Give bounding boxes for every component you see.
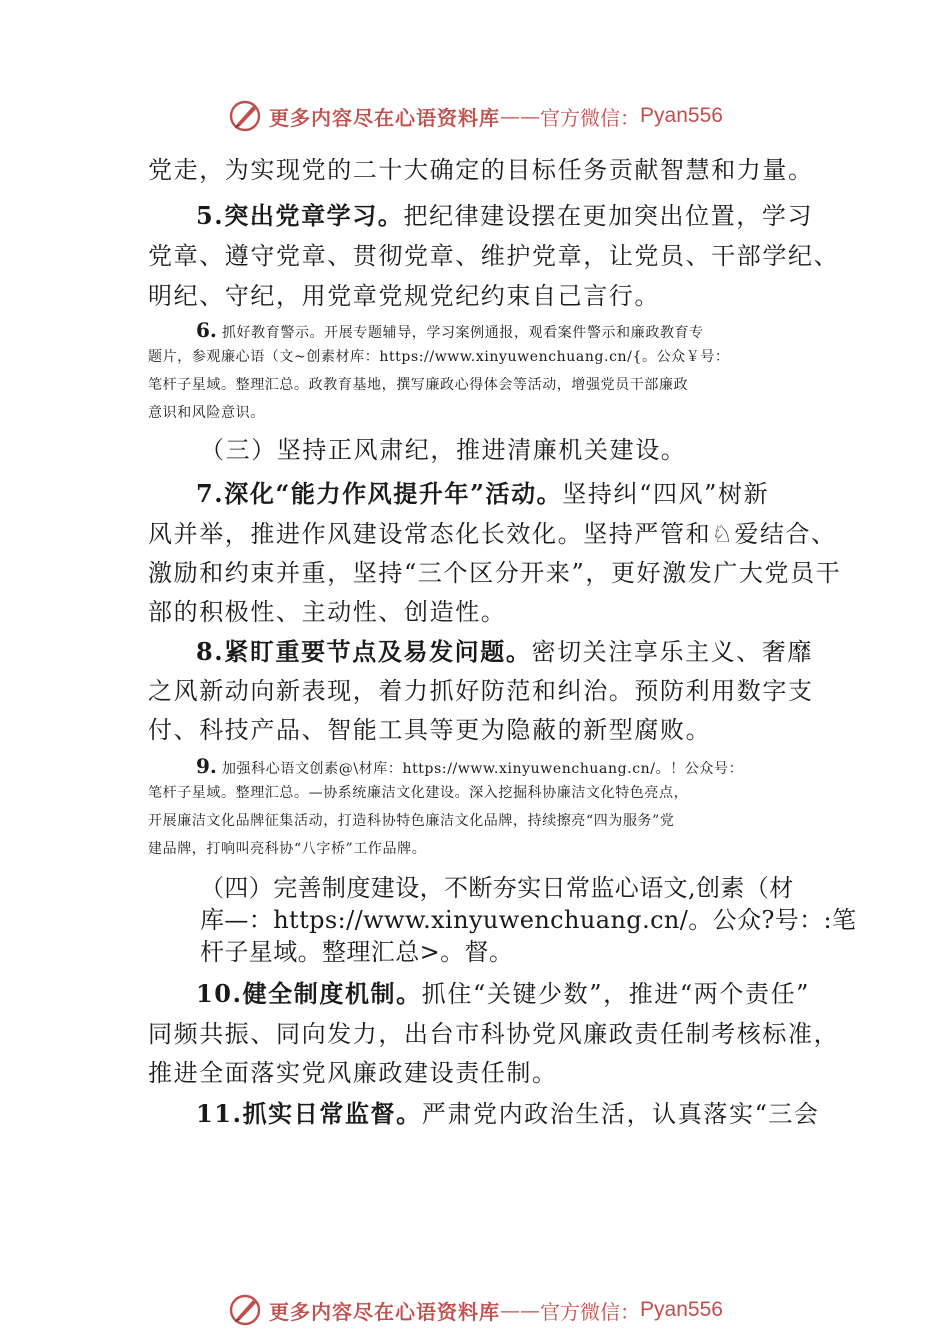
item-5-number: 5. <box>196 201 225 230</box>
item-7-line-1 <box>196 474 769 509</box>
item-6-number: 6. <box>196 318 217 342</box>
item-10-title: 健全制度机制。 <box>242 979 422 1008</box>
item-7-number: 7. <box>196 479 225 508</box>
item-5-title: 突出党章学习。 <box>224 201 404 230</box>
item-6-line-2: 题片，参观廉心语（文~创素材库：https://www.xinyuwenchuang.cn/{。公众￥号： <box>148 349 730 365</box>
item-9-line-1 <box>196 754 743 778</box>
item-7-line-3: 激励和约束并重，坚持“三个区分开来”，更好激发广大党员干 <box>148 559 842 587</box>
item-5-text: 把纪律建设摆在更加突出位置，学习 <box>403 202 814 230</box>
paragraph-line: 党走，为实现党的二十大确定的目标任务贡献智慧和力量。 <box>148 156 814 184</box>
item-9-number: 9. <box>196 754 217 778</box>
item-9-line-4: 建品牌，打响叫亮科协“八字桥”工作品牌。 <box>148 841 427 857</box>
item-10-line-3: 推进全面落实党风廉政建设责任制。 <box>148 1059 558 1087</box>
item-6-text: 抓好教育警示。开展专题辅导，学习案例通报，观看案件警示和廉政教育专 <box>221 325 704 341</box>
banner-brand-text: 更多内容尽在心语资料库 <box>269 105 501 130</box>
item-10-number: 10. <box>196 979 243 1008</box>
brush-logo-icon <box>227 98 263 134</box>
item-8-text: 密切关注享乐主义、奢靡 <box>531 638 814 666</box>
item-6-line-3: 笔杆子星域。整理汇总。政教育基地，撰写廉政心得体会等活动，增强党员干部廉政 <box>148 377 689 393</box>
banner-brand-text: 更多内容尽在心语资料库 <box>269 1299 501 1324</box>
banner-wechat-id: Pyan556 <box>640 104 723 127</box>
item-10-line-1 <box>196 974 810 1009</box>
banner-wechat-label: 官方微信： <box>540 105 641 130</box>
item-9-text: 加强科心语文创素@\材库：https://www.xinyuwenchuang.cn/。！公众号： <box>221 761 744 777</box>
banner-wechat-label: 官方微信： <box>540 1299 641 1324</box>
item-6-line-1 <box>196 318 704 342</box>
item-10-text: 抓住“关键少数”，推进“两个责任” <box>421 980 811 1008</box>
item-8-title: 紧盯重要节点及易发问题。 <box>224 637 532 666</box>
banner-separator: —— <box>500 104 541 128</box>
section-heading-4-line-3: 杆子星域。整理汇总>。督。 <box>200 938 514 966</box>
item-11-line-1 <box>196 1094 820 1129</box>
section-heading-4-line-1: （四）完善制度建设，不断夯实日常监心语文,创素（材 <box>200 874 794 902</box>
item-8-line-1 <box>196 632 813 667</box>
item-8-number: 8. <box>196 637 225 666</box>
banner-separator: —— <box>500 1298 541 1322</box>
item-11-title: 抓实日常监督。 <box>242 1099 422 1128</box>
item-10-line-2: 同频共振、同向发力，出台市科协党风廉政责任制考核标准， <box>148 1020 840 1048</box>
item-11-number: 11. <box>196 1099 243 1128</box>
header-watermark-banner <box>0 94 950 138</box>
section-heading-3: （三）坚持正风肃纪，推进清廉机关建设。 <box>200 436 687 464</box>
item-5-line-1 <box>196 196 813 231</box>
item-11-text: 严肃党内政治生活，认真落实“三会 <box>421 1100 820 1128</box>
item-5-line-3: 明纪、守纪，用党章党规党纪约束自己言行。 <box>148 282 660 310</box>
item-9-line-2: 笔杆子星域。整理汇总。—协系统廉洁文化建设。深入挖掘科协廉洁文化特色亮点， <box>148 785 689 801</box>
item-9-line-3: 开展廉洁文化品牌征集活动，打造科协特色廉洁文化品牌，持续擦亮“四为服务”党 <box>148 813 675 829</box>
item-7-text: 坚持纠“四风”树新 <box>562 480 770 508</box>
item-7-line-2: 风并举，推进作风建设常态化长效化。坚持严管和♘爱结合、 <box>148 520 837 548</box>
item-7-line-4: 部的积极性、主动性、创造性。 <box>148 598 507 626</box>
item-6-line-4: 意识和风险意识。 <box>148 405 265 421</box>
banner-wechat-id: Pyan556 <box>640 1298 723 1321</box>
brush-logo-icon <box>227 1292 263 1328</box>
item-7-title: 深化“能力作风提升年”活动。 <box>224 479 563 508</box>
footer-watermark-banner <box>0 1288 950 1332</box>
item-5-line-2: 党章、遵守党章、贯彻党章、维护党章，让党员、干部学纪、 <box>148 242 840 270</box>
item-8-line-3: 付、科技产品、智能工具等更为隐蔽的新型腐败。 <box>148 716 712 744</box>
item-8-line-2: 之风新动向新表现，着力抓好防范和纠治。预防利用数字支 <box>148 677 814 705</box>
section-heading-4-line-2: 库—：https://www.xinyuwenchuang.cn/。公众?号：:笔 <box>200 906 857 934</box>
